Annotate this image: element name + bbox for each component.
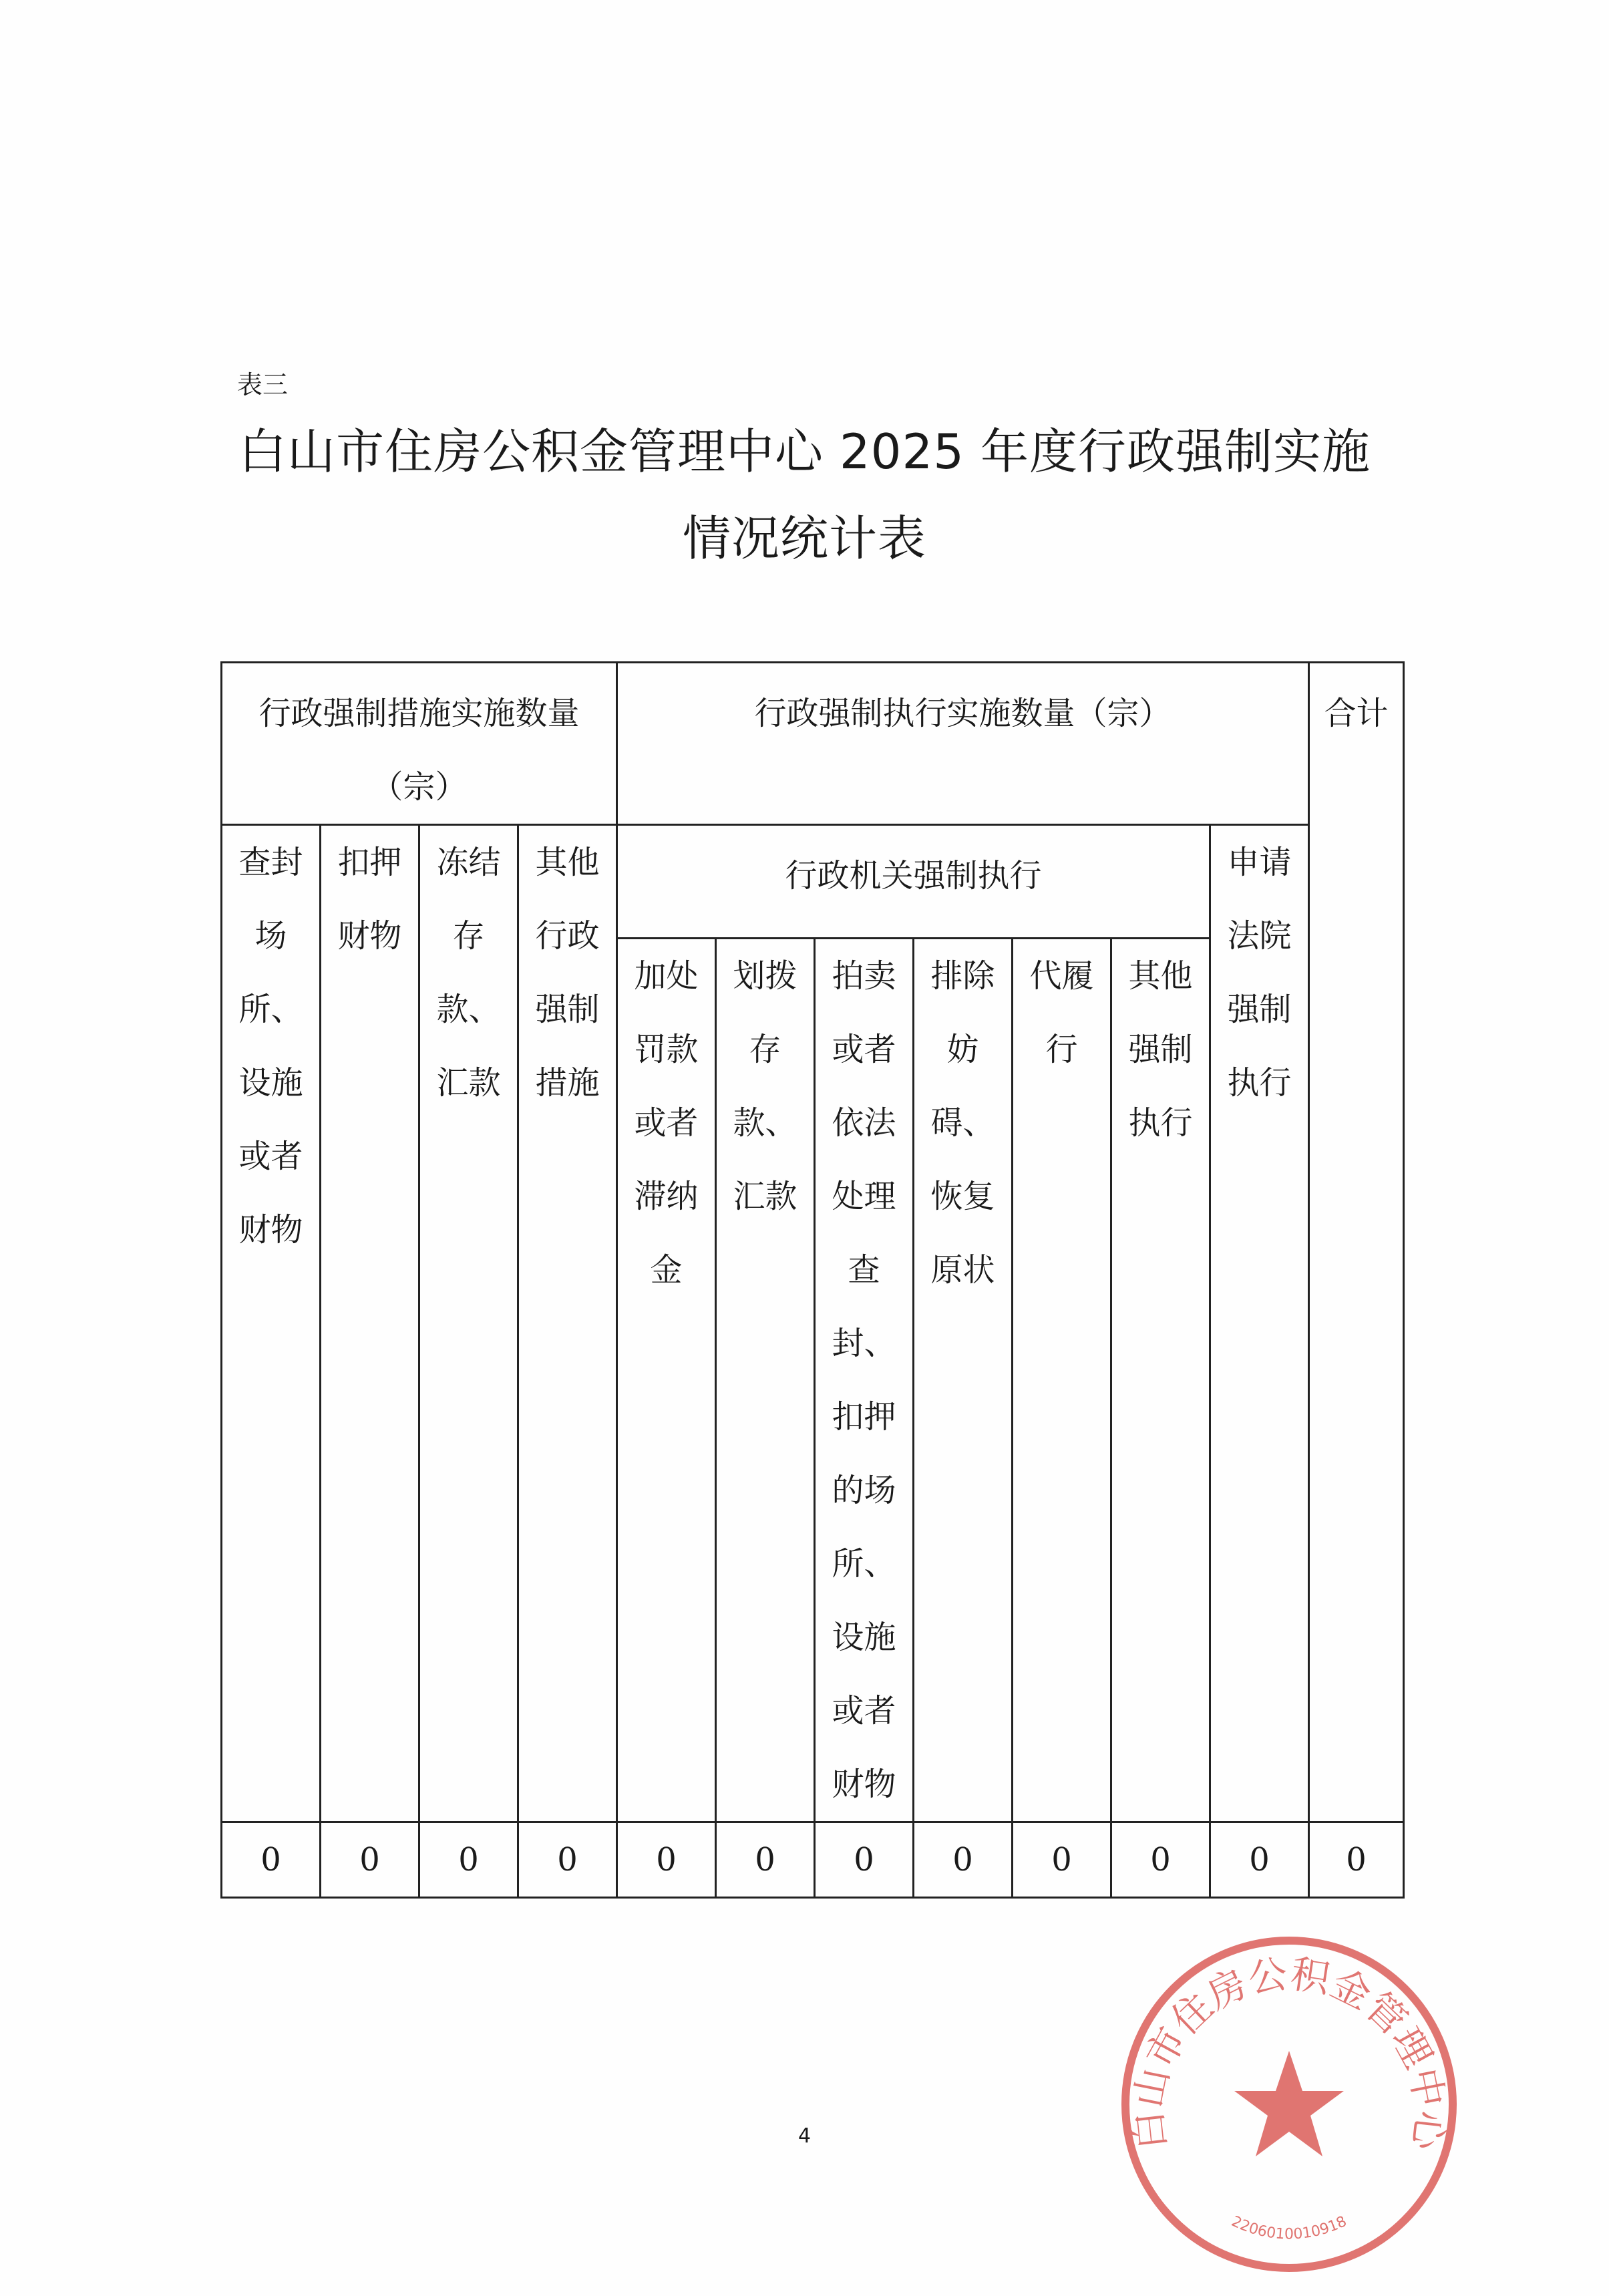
seal-text: 白山市住房公积金管理中心 bbox=[1125, 1951, 1453, 2152]
value-cell: 0 bbox=[222, 1822, 321, 1898]
col-other-execution: 其他强制执行 bbox=[1111, 939, 1210, 1822]
doc-title: 白山市住房公积金管理中心 2025 年度行政强制实施 bbox=[238, 424, 1371, 480]
header-total: 合计 bbox=[1309, 663, 1404, 1822]
col-remove-obstruction: 排除妨碍、恢复原状 bbox=[914, 939, 1013, 1822]
col-seal-premises: 查封场所、设施或者财物 bbox=[222, 825, 321, 1822]
col-seize-property: 扣押财物 bbox=[321, 825, 419, 1822]
value-cell: 0 bbox=[321, 1822, 419, 1898]
col-substitute-performance: 代履行 bbox=[1013, 939, 1111, 1822]
header-measures: 行政强制措施实施数量（宗） bbox=[222, 663, 617, 825]
value-cell: 0 bbox=[419, 1822, 518, 1898]
value-cell: 0 bbox=[716, 1822, 815, 1898]
statistics-table bbox=[220, 661, 1405, 1899]
official-seal bbox=[1109, 1924, 1469, 2285]
col-auction: 拍卖或者依法处理查封、扣押的场所、设施或者财物 bbox=[815, 939, 914, 1822]
value-cell: 0 bbox=[1210, 1822, 1309, 1898]
header-agency-execution: 行政机关强制执行 bbox=[617, 825, 1210, 939]
value-cell: 0 bbox=[1013, 1822, 1111, 1898]
seal-code: 2206010010918 bbox=[1228, 2212, 1350, 2243]
col-other-measures: 其他行政强制措施 bbox=[518, 825, 617, 1822]
value-cell: 0 bbox=[815, 1822, 914, 1898]
header-execution: 行政强制执行实施数量（宗） bbox=[617, 663, 1309, 825]
col-transfer-deposits: 划拨存款、汇款 bbox=[716, 939, 815, 1822]
col-court-execution: 申请法院强制执行 bbox=[1210, 825, 1309, 1822]
page-number: 4 bbox=[797, 2124, 812, 2148]
value-cell: 0 bbox=[1111, 1822, 1210, 1898]
doc-title-line2: 情况统计表 bbox=[682, 510, 926, 566]
value-cell: 0 bbox=[617, 1822, 716, 1898]
col-freeze-deposits: 冻结存款、汇款 bbox=[419, 825, 518, 1822]
col-late-fees: 加处罚款或者滞纳金 bbox=[617, 939, 716, 1822]
value-cell: 0 bbox=[518, 1822, 617, 1898]
table-label: 表三 bbox=[237, 370, 289, 399]
star-icon bbox=[1234, 2051, 1344, 2156]
value-cell: 0 bbox=[914, 1822, 1013, 1898]
value-cell: 0 bbox=[1309, 1822, 1404, 1898]
